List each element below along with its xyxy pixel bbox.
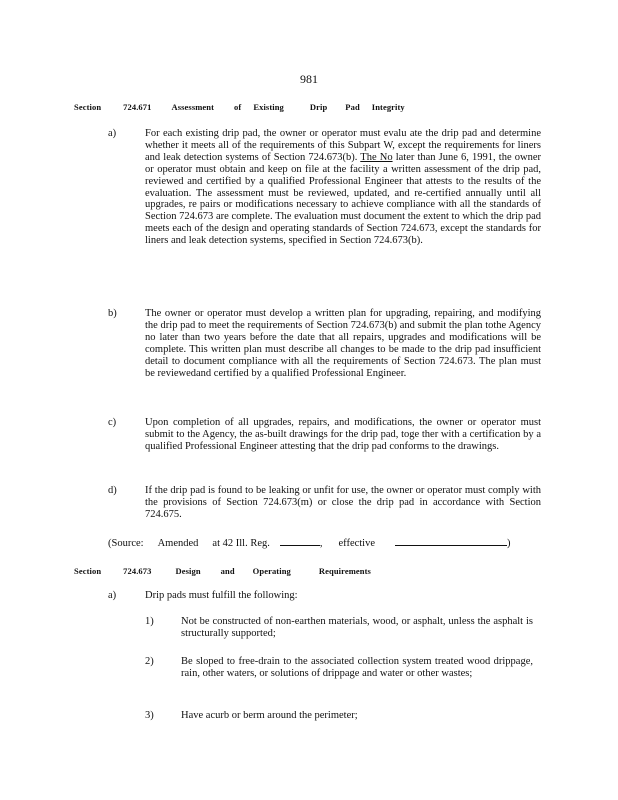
heading-word: Assessment: [171, 102, 215, 112]
heading-word: 724.671: [123, 102, 152, 112]
subparagraph-text: Not be constructed of non-earthen materials, wood, or asphalt, unless the asphalt is structurally supported;: [181, 616, 533, 639]
heading-word: Drip: [309, 102, 328, 112]
paragraph-label: b): [108, 308, 117, 319]
heading-word: Design: [175, 566, 201, 576]
paragraph-text: [145, 128, 541, 247]
heading-word: Requirements: [318, 566, 371, 576]
paragraph-text-start: For each existing drip pad, the owner or operator must evalu ate the drip pad and determine whether it meets all of the requirements of this Subpart W, except the requirements for liners and leak detection systems of Section 724.673(b).: [145, 128, 541, 163]
register-page-blank: [280, 536, 320, 546]
source-effective: effective: [338, 538, 376, 549]
source-comma: ,: [319, 538, 323, 549]
paragraph-label: d): [108, 485, 117, 496]
paragraph-label: a): [108, 590, 117, 601]
source-open: (Source:: [108, 538, 144, 549]
paragraph-label: c): [108, 417, 117, 428]
subparagraph-text: Have acurb or berm around the perimeter;: [181, 710, 358, 721]
subparagraph-text: Be sloped to free-drain to the associated collection system treated wood drippage, rain, other waters, or solutions of drippage and water or other wastes;: [181, 656, 533, 679]
section-heading-724-673: [74, 566, 371, 576]
page-number: 981: [300, 72, 318, 86]
subparagraph-label: 3): [145, 710, 154, 721]
paragraph-text-end: later than June 6, 1991, the owner or operator must obtain and keep on file at the facility a written assessment of the drip pad, reviewed and certified by a qualified Professional Engineer that attests to the results of the evaluation. The assessment must be reviewed, updated, and re-certified annually until all upgrades, re pairs or modifications necessary to achieve compliance with all the standards of Section 724.673 are complete. The evaluation must document the extent to which the drip pad meets each of the design and operating standards of Section 724.673, except the standards for liners and leak detection systems, specified in Section 724.673(b).: [145, 151, 541, 247]
paragraph-text: If the drip pad is found to be leaking or unfit for use, the owner or operator must comply with the provisions of Section 724.673(m) or close the drip pad in accordance with Section 724.675.: [145, 485, 541, 520]
subparagraph-label: 2): [145, 656, 154, 667]
source-close: ): [507, 538, 511, 549]
paragraph-text: The owner or operator must develop a written plan for upgrading, repairing, and modifying the drip pad to meet the requirements of Section 724.673(b) and submit the plan tothe Agency no later than two years before the date that all repairs, upgrades and modifications will be complete. This written plan must describe all changes to be made to the drip pad insufficient detail to document compliance with all the requirements of Section 724.673. The plan must be reviewedand certified by a qualified Professional Engineer.: [145, 308, 541, 379]
paragraph-label: a): [108, 128, 117, 139]
heading-word: Pad: [345, 102, 360, 112]
heading-word: Existing: [253, 102, 284, 112]
heading-word: and: [220, 566, 235, 576]
section-heading-724-671: [74, 102, 405, 112]
effective-date-blank: [395, 536, 507, 546]
source-register: at 42 Ill. Reg.: [212, 538, 270, 549]
heading-word: Section: [74, 102, 102, 112]
source-note: [108, 536, 511, 549]
heading-word: Section: [74, 566, 102, 576]
underlined-insertion: The No: [360, 151, 393, 163]
paragraph-text: Drip pads must fulfill the following:: [145, 590, 298, 601]
heading-word: of: [234, 102, 242, 112]
heading-word: Operating: [252, 566, 291, 576]
subparagraph-label: 1): [145, 616, 154, 627]
heading-word: Integrity: [371, 102, 405, 112]
heading-word: 724.673: [123, 566, 152, 576]
source-amended: Amended: [157, 538, 199, 549]
paragraph-text: Upon completion of all upgrades, repairs, and modifications, the owner or operator must submit to the Agency, the as-built drawings for the drip pad, toge ther with a certification by a qualified Professional Engineer attesting that the drip pad conforms to the drawings.: [145, 417, 541, 452]
